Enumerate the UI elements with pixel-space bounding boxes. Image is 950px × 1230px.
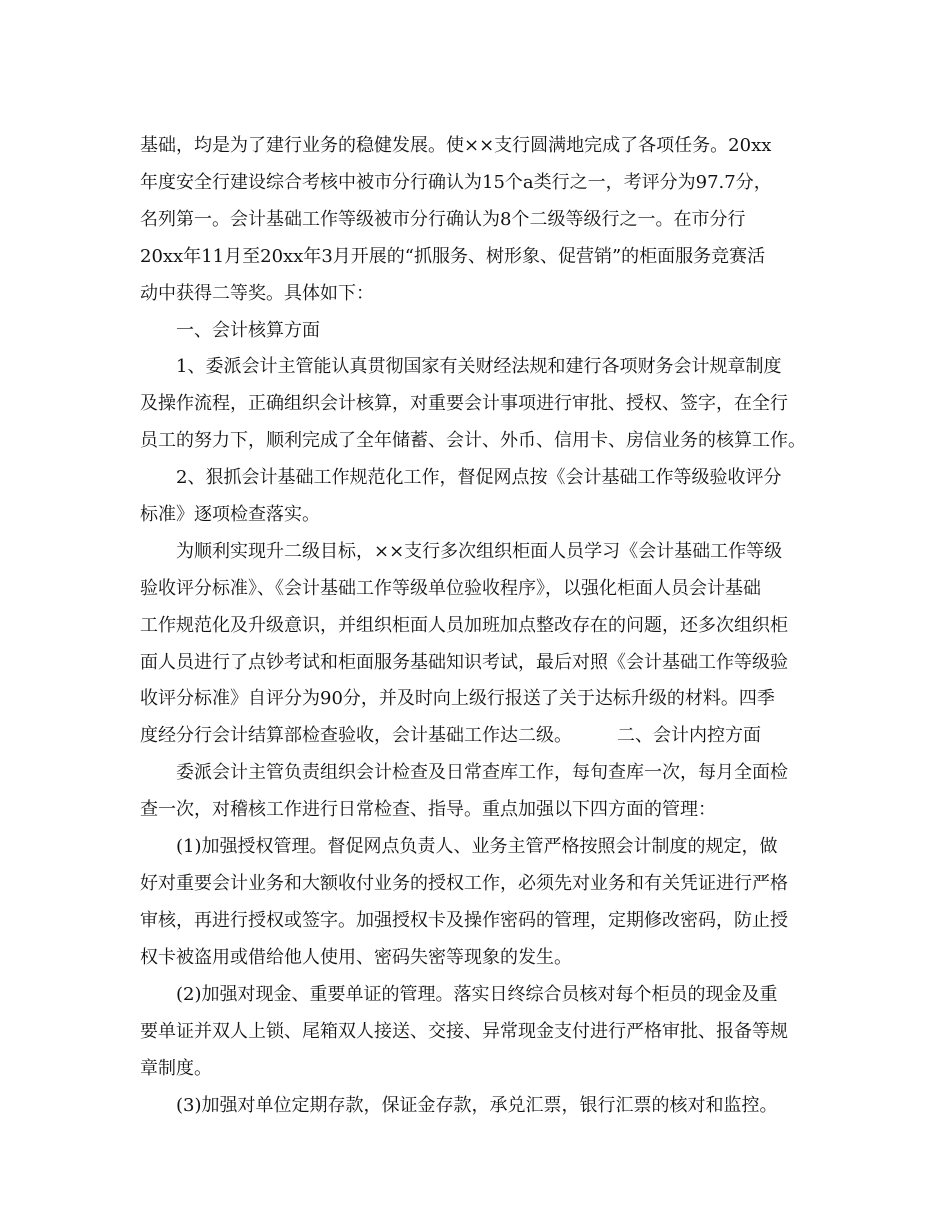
text-line: 为顺利实现升二级目标，××支行多次组织柜面人员学习《会计基础工作等级 [176,541,783,562]
text-line: 员工的努力下，顺利完成了全年储蓄、会计、外币、信用卡、房信业务的核算工作。 [140,430,806,451]
text-line: 基础，均是为了建行业务的稳健发展。使××支行圆满地完成了各项任务。20xx [140,135,772,156]
text-line: 验收评分标准》、《会计基础工作等级单位验收程序》，以强化柜面人员会计基础 [140,578,761,599]
text-line: 动中获得二等奖。具体如下： [140,283,374,304]
section-heading: 一、会计核算方面 [176,320,320,341]
text-line: 权卡被盗用或借给他人使用、密码失密等现象的发生。 [140,947,572,968]
text-line: 1、委派会计主管能认真贯彻国家有关财经法规和建行各项财务会计规章制度 [176,356,782,377]
text-line: 工作规范化及升级意识，并组织柜面人员加班加点整改存在的问题，还多次组织柜 [140,615,788,636]
text-line: 章制度。 [140,1058,212,1079]
text-line: 年度安全行建设综合考核中被市分行确认为15个a类行之一，考评分为97.7分， [140,172,772,193]
text-line: (1)加强授权管理。督促网点负责人、业务主管严格按照会计制度的规定，做 [176,836,778,857]
text-line: 要单证并双人上锁、尾箱双人接送、交接、异常现金支付进行严格审批、报备等规 [140,1021,788,1042]
text-line: 面人员进行了点钞考试和柜面服务基础知识考试，最后对照《会计基础工作等级验 [140,652,788,673]
text-line: 20xx年11月至20xx年3月开展的“抓服务、树形象、促营销”的柜面服务竞赛活 [140,246,766,267]
text-line: 委派会计主管负责组织会计检查及日常查库工作，每旬查库一次，每月全面检 [176,762,788,783]
text-line: 名列第一。会计基础工作等级被市分行确认为8个二级等级行之一。在市分行 [140,209,746,230]
text-line: 2、狠抓会计基础工作规范化工作，督促网点按《会计基础工作等级验收评分 [176,467,782,488]
text-line: 查一次，对稽核工作进行日常检查、指导。重点加强以下四方面的管理： [140,799,716,820]
text-line: 收评分标准》自评分为90分，并及时向上级行报送了关于达标升级的材料。四季 [140,688,775,709]
text-line: (2)加强对现金、重要单证的管理。落实日终综合员核对每个柜员的现金及重 [176,984,778,1005]
text-line: 度经分行会计结算部检查验收，会计基础工作达二级。 二、会计内控方面 [140,725,761,746]
text-line: 审核，再进行授权或签字。加强授权卡及操作密码的管理，定期修改密码，防止授 [140,910,788,931]
text-line: (3)加强对单位定期存款，保证金存款，承兑汇票，银行汇票的核对和监控。 [176,1095,778,1116]
text-line: 标准》逐项检查落实。 [140,504,320,525]
text-line: 及操作流程，正确组织会计核算，对重要会计事项进行审批、授权、签字，在全行 [140,393,788,414]
text-line: 好对重要会计业务和大额收付业务的授权工作，必须先对业务和有关凭证进行严格 [140,873,788,894]
